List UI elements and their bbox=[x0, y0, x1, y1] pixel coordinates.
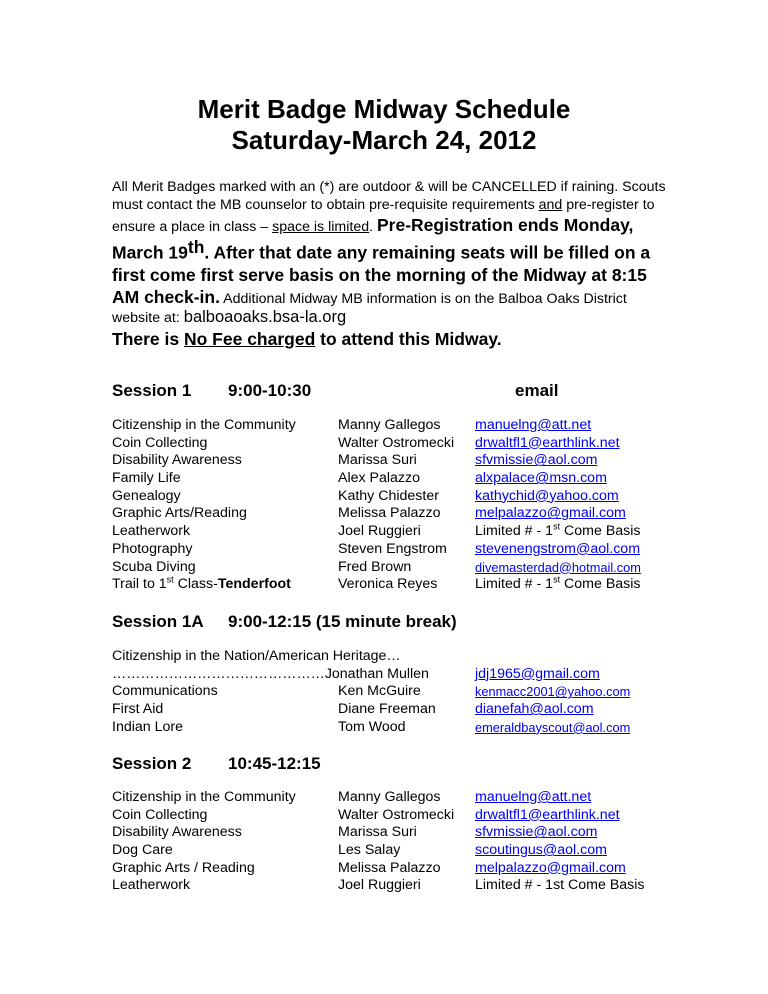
table-row bbox=[112, 824, 672, 842]
table-row bbox=[112, 701, 672, 719]
intro-additional-info: Additional Midway MB information is on the Balboa Oaks District website at: bbox=[112, 290, 627, 326]
email-link[interactable]: divemasterdad@hotmail.com bbox=[475, 559, 641, 575]
page-subtitle-date: Saturday-March 24, 2012 bbox=[231, 125, 537, 155]
session-1a-header bbox=[112, 612, 457, 632]
table-row bbox=[112, 541, 672, 559]
table-row bbox=[112, 842, 672, 860]
email-link[interactable]: sfvmissie@aol.com bbox=[475, 452, 598, 469]
badge-name bbox=[112, 576, 291, 594]
counselor-name: Walter Ostromecki bbox=[338, 806, 455, 823]
session-time: 9:00-12:15 (15 minute break) bbox=[228, 612, 457, 631]
badge-name-bold: Tenderfoot bbox=[217, 576, 291, 593]
badge-name: Family Life bbox=[112, 470, 181, 487]
table-row bbox=[112, 860, 672, 878]
session-1a-table bbox=[112, 648, 672, 736]
counselor-name: Manny Gallegos bbox=[338, 417, 441, 433]
badge-name: Genealogy bbox=[112, 487, 181, 504]
email-link[interactable]: sfvmissie@aol.com bbox=[475, 824, 598, 841]
intro-nofee-b: to attend this Midway. bbox=[315, 328, 502, 349]
table-row bbox=[112, 505, 672, 523]
email-link[interactable]: emeraldbayscout@aol.com bbox=[475, 719, 631, 735]
badge-name: Leatherwork bbox=[112, 877, 191, 894]
counselor-name: Ken McGuire bbox=[338, 683, 421, 700]
badge-name: Citizenship in the Community bbox=[112, 789, 296, 805]
email-link[interactable]: dianefah@aol.com bbox=[475, 701, 594, 718]
badge-name: Graphic Arts/Reading bbox=[112, 505, 247, 522]
email-link[interactable]: stevenengstrom@aol.com bbox=[475, 540, 641, 557]
table-row bbox=[112, 789, 672, 807]
badge-name: Dog Care bbox=[112, 842, 173, 859]
table-row bbox=[112, 523, 672, 541]
counselor-name: Marissa Suri bbox=[338, 824, 417, 841]
table-row bbox=[112, 435, 672, 453]
email-link[interactable]: kathychid@yahoo.com bbox=[475, 487, 619, 504]
session-label: Session 1A bbox=[112, 612, 204, 631]
table-row bbox=[112, 417, 672, 435]
intro-nofee-a: There is bbox=[112, 328, 184, 349]
counselor-name: Diane Freeman bbox=[338, 701, 436, 718]
intro-preregistration-sup: th bbox=[187, 237, 205, 257]
table-row bbox=[112, 470, 672, 488]
badge-name: First Aid bbox=[112, 701, 164, 718]
counselor-name: Melissa Palazzo bbox=[338, 505, 441, 522]
session-label: Session 2 bbox=[112, 754, 192, 773]
counselor-name: Joel Ruggieri bbox=[338, 523, 421, 540]
badge-name: Citizenship in the Community bbox=[112, 417, 296, 433]
counselor-name: Fred Brown bbox=[338, 558, 412, 575]
enrollment-note-tail: Come Basis bbox=[560, 576, 641, 593]
session-1-header bbox=[112, 381, 312, 401]
badge-name-text-2: Class- bbox=[173, 576, 218, 593]
counselor-name: Steven Engstrom bbox=[338, 540, 447, 557]
table-row bbox=[112, 488, 672, 506]
session-time: 9:00-10:30 bbox=[228, 381, 312, 400]
table-row bbox=[112, 648, 672, 666]
table-row bbox=[112, 719, 672, 737]
email-link[interactable]: jdj1965@gmail.com bbox=[475, 665, 600, 682]
session-time: 10:45-12:15 bbox=[228, 754, 321, 773]
intro-paragraph bbox=[112, 178, 672, 351]
badge-name: Graphic Arts / Reading bbox=[112, 859, 255, 876]
email-column-header: email bbox=[515, 381, 559, 400]
table-row bbox=[112, 877, 672, 895]
intro-space-limited: space is limited bbox=[272, 219, 370, 235]
email-link[interactable]: manuelng@att.net bbox=[475, 789, 592, 805]
email-link[interactable]: kenmacc2001@yahoo.com bbox=[475, 684, 631, 700]
intro-and-underlined: and bbox=[538, 197, 563, 213]
badge-name: Leatherwork bbox=[112, 523, 191, 540]
enrollment-note-text: Limited # - 1 bbox=[475, 576, 554, 593]
enrollment-note-sup: st bbox=[553, 574, 561, 585]
intro-text-3: . bbox=[369, 219, 377, 235]
intro-text-1: All Merit Badges marked with an (*) are outdoor & will be CANCELLED if raining. Scouts must contact the MB counselor to obtain pre-requisite requirements bbox=[112, 179, 666, 213]
intro-preregistration-b: . After that date any remaining seats will be filled on a first come first serve basis on the morning of the Midway at 8:15 AM check-in. bbox=[112, 242, 651, 307]
table-row bbox=[112, 807, 672, 825]
email-link[interactable]: drwaltfl1@earthlink.net bbox=[475, 434, 620, 451]
counselor-name: Manny Gallegos bbox=[338, 789, 441, 805]
badge-name: Coin Collecting bbox=[112, 434, 208, 451]
counselor-name: Kathy Chidester bbox=[338, 487, 439, 504]
counselor-name: Alex Palazzo bbox=[338, 470, 421, 487]
enrollment-note-text: Limited # - 1 bbox=[475, 523, 554, 540]
badge-name-sup: st bbox=[166, 574, 174, 585]
counselor-name: Joel Ruggieri bbox=[338, 877, 421, 894]
session-label: Session 1 bbox=[112, 381, 192, 400]
counselor-name: Melissa Palazzo bbox=[338, 859, 441, 876]
badge-name: Communications bbox=[112, 683, 218, 700]
badge-name: Coin Collecting bbox=[112, 806, 208, 823]
email-link[interactable]: scoutingus@aol.com bbox=[475, 842, 607, 859]
badge-name: Scuba Diving bbox=[112, 558, 196, 575]
intro-website: balboaoaks.bsa-la.org bbox=[183, 307, 347, 326]
table-row bbox=[112, 683, 672, 701]
counselor-name: Marissa Suri bbox=[338, 452, 417, 469]
table-row bbox=[112, 666, 672, 684]
badge-name: Citizenship in the Nation/American Heritage… bbox=[112, 648, 401, 664]
table-row bbox=[112, 452, 672, 470]
enrollment-note: Limited # - 1st Come Basis bbox=[475, 877, 645, 894]
enrollment-note-sup: st bbox=[553, 521, 561, 532]
intro-nofee-underlined: No Fee charged bbox=[183, 328, 316, 349]
enrollment-note bbox=[475, 576, 641, 594]
enrollment-note bbox=[475, 523, 641, 541]
enrollment-note-tail: Come Basis bbox=[560, 523, 641, 540]
badge-name: Photography bbox=[112, 540, 193, 557]
intro-preregistration-a: Pre-Registration ends Monday, March 19 bbox=[112, 215, 634, 263]
session-2-header bbox=[112, 754, 321, 774]
email-link[interactable]: alxpalace@msn.com bbox=[475, 470, 607, 487]
session-1-table bbox=[112, 417, 672, 594]
email-link[interactable]: manuelng@att.net bbox=[475, 417, 592, 433]
badge-name: Disability Awareness bbox=[112, 452, 242, 469]
badge-name: Disability Awareness bbox=[112, 824, 242, 841]
counselor-name: Veronica Reyes bbox=[338, 576, 438, 593]
email-link[interactable]: melpalazzo@gmail.com bbox=[475, 505, 626, 522]
badge-name-with-counselor: ………………………………………Jonathan Mullen bbox=[112, 665, 429, 682]
intro-text-2: pre-register to ensure a place in class – bbox=[112, 197, 655, 235]
badge-name-text: Trail to 1 bbox=[112, 576, 167, 593]
session-2-table bbox=[112, 789, 672, 895]
table-row bbox=[112, 559, 672, 577]
counselor-name: Tom Wood bbox=[338, 718, 406, 735]
email-link[interactable]: drwaltfl1@earthlink.net bbox=[475, 806, 620, 823]
table-row bbox=[112, 576, 672, 594]
email-link[interactable]: melpalazzo@gmail.com bbox=[475, 859, 626, 876]
page-title: Merit Badge Midway Schedule bbox=[197, 94, 571, 124]
counselor-name: Walter Ostromecki bbox=[338, 434, 455, 451]
badge-name: Indian Lore bbox=[112, 718, 183, 735]
counselor-name: Les Salay bbox=[338, 842, 401, 859]
